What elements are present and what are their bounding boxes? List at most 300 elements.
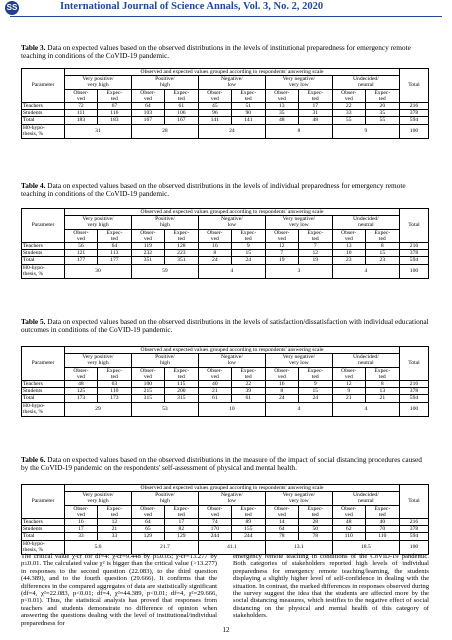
table-cell: 128 — [164, 243, 198, 250]
journal-logo: SS — [5, 1, 19, 15]
table-cell: 17 — [65, 526, 98, 533]
header-category-line: Very positive/ — [82, 354, 114, 361]
header-expected — [231, 89, 265, 102]
header-sub-line: Expec- — [307, 89, 324, 96]
hypothesis-cell: 31 — [65, 124, 132, 138]
header-sub-line: ved — [344, 511, 353, 518]
table-cell: 35 — [365, 110, 399, 117]
table-cell: 7 — [298, 243, 332, 250]
header-category — [198, 216, 265, 229]
header-category-line: very low — [288, 360, 309, 367]
header-category — [198, 76, 265, 89]
table-cell: 65 — [131, 526, 164, 533]
header-expected — [231, 367, 265, 380]
table-row — [22, 395, 429, 402]
table-cell: 33 — [65, 533, 98, 540]
table-cell: 31 — [298, 110, 332, 117]
header-category-line: low — [227, 360, 237, 367]
header-expected — [97, 367, 131, 380]
table-cell: 40 — [365, 519, 399, 526]
header-sub-line: ted — [177, 373, 185, 380]
header-observed — [265, 89, 298, 102]
table-cell: 21 — [198, 388, 231, 395]
table-cell: 121 — [65, 250, 98, 257]
header-expected — [365, 505, 399, 518]
table-cell: 70 — [365, 526, 399, 533]
header-sub-line: ted — [378, 235, 386, 242]
header-category-line: neutral — [358, 82, 374, 89]
hypothesis-row — [22, 124, 429, 138]
row-label: Students — [22, 388, 65, 395]
table-cell: 16 — [265, 381, 298, 388]
header-expected — [298, 89, 332, 102]
header-sub-line: Expec- — [307, 367, 324, 374]
header-observed — [198, 89, 231, 102]
header-category-line: Negative/ — [221, 492, 243, 499]
table-cell: 90 — [231, 110, 265, 117]
header-sub-line: ted — [244, 95, 252, 102]
table-cell: 223 — [164, 250, 198, 257]
header-expected — [164, 367, 198, 380]
header-sub-line: Obser- — [274, 505, 290, 512]
table-cell: 115 — [164, 381, 198, 388]
header-total: Total — [400, 209, 429, 243]
table-cell: 111 — [65, 110, 98, 117]
header-parameter: Parameter — [22, 485, 65, 519]
table-cell: 378 — [400, 388, 429, 395]
table-cell: 15 — [298, 388, 332, 395]
body-text-left: The critical value χ²cr for df=4: χ²cr=9.448 by p≤0.05; χ²cr=13.277 by p≤0.01. The calculated value χ² is bigger than the critical value (>13.277) in responses to the second question (22.083), to the third question (44.389), and to the fourth question (29.666). It confirms that the differences in the compared aggregates of data are statistically significant (df=4, χ²=22.083, p<0.01; df=4, χ²=44.389, p<0.01; df=4, χ²=29.666, p<0.01). Thus, the statistical analysis has proved that responses from teachers and students demonstrate no difference of opinion when answering the questions dealing with the level of institutional/individual preparedness for — [21, 553, 217, 627]
table-cell: 110 — [365, 533, 399, 540]
header-sub-line: Expec- — [106, 367, 123, 374]
header-sub-line: Obser- — [140, 229, 156, 236]
table-cell: 33 — [97, 533, 131, 540]
table-cell: 12 — [265, 243, 298, 250]
header-expected — [97, 505, 131, 518]
header-category-line: high — [159, 222, 170, 229]
hypothesis-label — [22, 402, 65, 416]
header-sub-line: ved — [277, 95, 286, 102]
table-cell: 16 — [65, 519, 98, 526]
hypothesis-row — [22, 402, 429, 416]
header-expected — [298, 367, 332, 380]
header-category-line: very high — [87, 360, 109, 367]
header-category-line: very high — [87, 222, 109, 229]
header-expected — [298, 229, 332, 242]
table-cell: 8 — [198, 250, 231, 257]
hypothesis-label-line: H0-hypo- — [23, 402, 45, 409]
header-category-line: Very negative/ — [282, 216, 316, 223]
header-sub-line: ted — [311, 511, 319, 518]
header-sub-line: Obser- — [341, 229, 357, 236]
hypothesis-cell: 24 — [198, 124, 265, 138]
header-category-line: Very negative/ — [282, 492, 316, 499]
data-table — [21, 484, 429, 555]
table-cell: 24 — [231, 257, 265, 264]
table-caption-text: Data on expected values based on the observed distributions in the measure of the impact of social distancing procedures caused by the CoVID-19 pandemic on the respondents' self-assessment of physical and mental health. — [21, 455, 422, 473]
header-sub-line: ved — [76, 235, 85, 242]
table-cell: 167 — [164, 117, 198, 124]
table-cell: 19 — [298, 257, 332, 264]
hypothesis-cell: 9 — [332, 124, 399, 138]
header-category-line: very high — [87, 498, 109, 505]
hypothesis-cell: 5.6 — [65, 540, 132, 554]
table-cell: 15 — [365, 250, 399, 257]
header-category — [198, 354, 265, 367]
header-sub-line: ted — [378, 511, 386, 518]
header-observed — [131, 505, 164, 518]
row-label: Teachers — [22, 381, 65, 388]
header-expected — [164, 505, 198, 518]
hypothesis-cell: 4 — [332, 402, 399, 416]
hypothesis-cell: 21.7 — [131, 540, 198, 554]
header-sub-line: Expec- — [240, 505, 257, 512]
header-sub-line: Expec- — [106, 89, 123, 96]
hypothesis-cell: 100 — [400, 264, 429, 278]
header-category — [332, 76, 399, 89]
hypothesis-label-line: H0-hypo- — [23, 540, 45, 547]
table-cell: 12 — [97, 519, 131, 526]
header-sub-line: Expec- — [307, 505, 324, 512]
table-cell: 15 — [231, 250, 265, 257]
header-sub-line: ted — [177, 235, 185, 242]
header-sub-line: ved — [344, 373, 353, 380]
hypothesis-cell: 18.5 — [332, 540, 399, 554]
header-observed — [332, 505, 365, 518]
table-cell: 62 — [332, 526, 365, 533]
table-cell: 12 — [332, 381, 365, 388]
table-cell: 13 — [332, 243, 365, 250]
header-parameter: Parameter — [22, 347, 65, 381]
table-cell: 20 — [365, 103, 399, 110]
header-observed — [65, 229, 98, 242]
header-expected — [365, 229, 399, 242]
header-expected — [365, 367, 399, 380]
row-label: Total — [22, 257, 65, 264]
header-sub-line: ved — [210, 511, 219, 518]
hypothesis-cell: 30 — [65, 264, 132, 278]
table-row — [22, 533, 429, 540]
table-cell: 22 — [332, 103, 365, 110]
table-cell: 78 — [265, 533, 298, 540]
table-cell: 8 — [365, 243, 399, 250]
table-row — [22, 117, 429, 124]
header-observed — [65, 505, 98, 518]
table-caption-text: Data on expected values based on the observed distributions in the levels of individual preparedness for emergency remote teaching in conditions of the CoVID-19 pandemic. — [21, 181, 406, 199]
header-sub-line: ted — [110, 511, 118, 518]
table-cell: 378 — [400, 110, 429, 117]
header-sub-line: Expec- — [173, 89, 190, 96]
table-cell: 141 — [231, 117, 265, 124]
table-cell: 378 — [400, 526, 429, 533]
table-cell: 21 — [365, 395, 399, 402]
table-label: Table 5. — [21, 317, 46, 326]
header-expected — [231, 505, 265, 518]
header-sub-line: ved — [344, 235, 353, 242]
body-text-right: emergency remote teaching in conditions of the CoVID-19 pandemic. Both categories of stakeholders reported high levels of individual preparedness for emergency remote teaching/learning, the students displaying a slightly higher level of self-confidence in dealing with the situation. In contrast, the marked differences in responses observed during the survey suggest the idea that the students are affected more by the social distancing measures, which testifies to the negative effect of social distancing on the physical and mental health of this category of stakeholders. — [233, 553, 429, 620]
table-cell: 216 — [400, 103, 429, 110]
hypothesis-label-line: thesis, % — [23, 131, 44, 138]
table-cell: 21 — [97, 526, 131, 533]
table-cell: 63 — [97, 381, 131, 388]
table-cell: 22 — [231, 381, 265, 388]
table-cell: 55 — [332, 117, 365, 124]
table-cell: 12 — [298, 250, 332, 257]
table-cell: 64 — [131, 519, 164, 526]
header-observed — [65, 367, 98, 380]
header-sub-line: Obser- — [207, 229, 223, 236]
header-category — [65, 354, 132, 367]
header-sub-line: ved — [143, 235, 152, 242]
table-caption — [21, 456, 429, 473]
header-category-line: Very negative/ — [282, 76, 316, 83]
table-row — [22, 243, 429, 250]
header-parameter: Parameter — [22, 209, 65, 243]
table-cell: 141 — [198, 117, 231, 124]
hypothesis-label-line: thesis, % — [23, 271, 44, 278]
header-sub-line: ved — [143, 373, 152, 380]
header-sub-line: ted — [244, 373, 252, 380]
table-row — [22, 519, 429, 526]
header-observed — [131, 89, 164, 102]
header-sub-line: Expec- — [307, 229, 324, 236]
header-category-line: Positive/ — [155, 492, 175, 499]
header-group: Observed and expected values grouped according to respondents' answering scale — [65, 485, 400, 492]
table-cell: 24 — [265, 395, 298, 402]
row-label: Total — [22, 533, 65, 540]
hypothesis-label — [22, 264, 65, 278]
header-expected — [365, 89, 399, 102]
table-cell: 9 — [298, 381, 332, 388]
header-group: Observed and expected values grouped according to respondents' answering scale — [65, 69, 400, 76]
table-cell: 24 — [298, 395, 332, 402]
table-cell: 23 — [332, 257, 365, 264]
header-sub-line: Obser- — [140, 89, 156, 96]
table-cell: 594 — [400, 395, 429, 402]
table-cell: 216 — [400, 381, 429, 388]
header-category — [332, 354, 399, 367]
header-category-line: low — [227, 222, 237, 229]
header-category-line: neutral — [358, 498, 374, 505]
header-sub-line: Obser- — [73, 229, 89, 236]
table-cell: 119 — [131, 243, 164, 250]
table-cell: 177 — [65, 257, 98, 264]
header-observed — [131, 367, 164, 380]
header-observed — [265, 367, 298, 380]
header-category-line: high — [159, 82, 170, 89]
header-sub-line: Obser- — [341, 89, 357, 96]
header-sub-line: ted — [177, 511, 185, 518]
header-sub-line: Obser- — [341, 505, 357, 512]
page-header — [0, 0, 452, 16]
table-cell: 103 — [131, 110, 164, 117]
table-cell: 315 — [164, 395, 198, 402]
table-cell: 110 — [97, 388, 131, 395]
header-category — [332, 492, 399, 505]
header-total: Total — [400, 69, 429, 103]
header-category-line: high — [159, 360, 170, 367]
header-sub-line: ved — [210, 95, 219, 102]
header-sub-line: Expec- — [374, 367, 391, 374]
table-cell: 74 — [198, 519, 231, 526]
table-cell: 14 — [265, 519, 298, 526]
table-cell: 100 — [131, 381, 164, 388]
table-caption-text: Data on expected values based on the observed distributions in the levels of institutional preparedness for emergency remote teaching in conditions of the CoVID-19 pandemic. — [21, 43, 411, 61]
header-expected — [164, 89, 198, 102]
header-category-line: Undecided/ — [353, 354, 379, 361]
table-cell: 56 — [65, 243, 98, 250]
table-cell: 48 — [332, 519, 365, 526]
table-cell: 55 — [365, 117, 399, 124]
table-row — [22, 388, 429, 395]
table-caption-text: Data on expected values based on the observed distributions in the levels of satisfaction/dissatisfaction with individual educational outcomes in conditions of the CoVID-19 pandemic. — [21, 317, 429, 335]
table-cell: 183 — [97, 117, 131, 124]
table-cell: 39 — [231, 388, 265, 395]
row-label: Teachers — [22, 519, 65, 526]
header-sub-line: Obser- — [207, 505, 223, 512]
table-cell: 61 — [231, 395, 265, 402]
hypothesis-cell: 8 — [265, 124, 332, 138]
header-sub-line: ved — [76, 95, 85, 102]
data-table — [21, 208, 429, 279]
header-sub-line: ted — [110, 235, 118, 242]
header-category-line: Negative/ — [221, 216, 243, 223]
table-row — [22, 381, 429, 388]
header-observed — [65, 89, 98, 102]
table-cell: 64 — [97, 243, 131, 250]
header-sub-line: ted — [378, 373, 386, 380]
table-cell: 129 — [164, 533, 198, 540]
table-cell: 106 — [164, 110, 198, 117]
row-label: Teachers — [22, 103, 65, 110]
table-cell: 167 — [131, 117, 164, 124]
table-cell: 48 — [298, 117, 332, 124]
table-cell: 110 — [332, 533, 365, 540]
hypothesis-label-line: H0-hypo- — [23, 124, 45, 131]
header-sub-line: ved — [143, 511, 152, 518]
header-sub-line: Expec- — [240, 367, 257, 374]
hypothesis-label-line: thesis, % — [23, 547, 44, 554]
header-sub-line: ved — [210, 373, 219, 380]
table-cell: 21 — [332, 395, 365, 402]
hypothesis-cell: 10 — [198, 402, 265, 416]
table-cell: 10 — [332, 250, 365, 257]
header-sub-line: Obser- — [274, 89, 290, 96]
table-caption — [21, 318, 429, 335]
header-observed — [131, 229, 164, 242]
table-cell: 216 — [400, 519, 429, 526]
header-observed — [332, 229, 365, 242]
table-cell: 594 — [400, 257, 429, 264]
header-category — [65, 76, 132, 89]
hypothesis-cell: 13.1 — [265, 540, 332, 554]
table-caption — [21, 182, 429, 199]
table-cell: 82 — [164, 526, 198, 533]
table-cell: 155 — [231, 526, 265, 533]
header-sub-line: ved — [210, 235, 219, 242]
table-cell: 16 — [198, 243, 231, 250]
table-cell: 51 — [231, 103, 265, 110]
header-observed — [332, 89, 365, 102]
row-label: Students — [22, 526, 65, 533]
table-cell: 244 — [198, 533, 231, 540]
table-cell: 200 — [164, 388, 198, 395]
header-category-line: Positive/ — [155, 216, 175, 223]
header-category-line: neutral — [358, 360, 374, 367]
header-category — [265, 354, 332, 367]
header-sub-line: Expec- — [173, 367, 190, 374]
hypothesis-cell: 59 — [131, 264, 198, 278]
header-sub-line: Expec- — [173, 229, 190, 236]
table-cell: 351 — [164, 257, 198, 264]
header-category-line: neutral — [358, 222, 374, 229]
header-category-line: Undecided/ — [353, 216, 379, 223]
table-cell: 89 — [231, 519, 265, 526]
header-rule — [10, 16, 442, 17]
header-category-line: low — [227, 82, 237, 89]
table-cell: 129 — [131, 533, 164, 540]
row-label: Total — [22, 117, 65, 124]
header-category — [332, 216, 399, 229]
header-sub-line: Obser- — [207, 367, 223, 374]
header-sub-line: ted — [110, 373, 118, 380]
header-category-line: Undecided/ — [353, 492, 379, 499]
header-sub-line: ted — [110, 95, 118, 102]
table-row — [22, 250, 429, 257]
header-sub-line: Obser- — [274, 229, 290, 236]
header-category — [198, 492, 265, 505]
hypothesis-cell: 29 — [65, 402, 132, 416]
table-cell: 351 — [131, 257, 164, 264]
hypothesis-label — [22, 124, 65, 138]
header-category-line: Very negative/ — [282, 354, 316, 361]
header-sub-line: ted — [244, 235, 252, 242]
hypothesis-cell: 28 — [131, 124, 198, 138]
header-sub-line: Expec- — [374, 89, 391, 96]
header-group: Observed and expected values grouped according to respondents' answering scale — [65, 209, 400, 216]
header-sub-line: Obser- — [341, 367, 357, 374]
table-cell: 61 — [198, 395, 231, 402]
header-sub-line: ted — [311, 95, 319, 102]
header-category-line: very low — [288, 222, 309, 229]
header-total: Total — [400, 347, 429, 381]
row-label: Students — [22, 110, 65, 117]
table-cell: 35 — [265, 110, 298, 117]
header-sub-line: Expec- — [173, 505, 190, 512]
header-category-line: very low — [288, 498, 309, 505]
header-sub-line: Expec- — [374, 505, 391, 512]
header-sub-line: Obser- — [140, 367, 156, 374]
header-category-line: Very positive/ — [82, 492, 114, 499]
table-label: Table 6. — [21, 455, 46, 464]
table-cell: 315 — [131, 395, 164, 402]
header-category — [131, 354, 198, 367]
table-row — [22, 103, 429, 110]
table-cell: 378 — [400, 250, 429, 257]
hypothesis-label-line: H0-hypo- — [23, 264, 45, 271]
table-cell: 13 — [365, 388, 399, 395]
header-sub-line: Obser- — [73, 505, 89, 512]
data-table — [21, 346, 429, 417]
hypothesis-cell: 100 — [400, 540, 429, 554]
table-cell: 64 — [131, 103, 164, 110]
header-sub-line: Obser- — [73, 89, 89, 96]
header-category-line: Negative/ — [221, 354, 243, 361]
data-table — [21, 68, 429, 139]
header-category-line: very high — [87, 82, 109, 89]
header-sub-line: ved — [76, 511, 85, 518]
header-sub-line: ted — [311, 235, 319, 242]
